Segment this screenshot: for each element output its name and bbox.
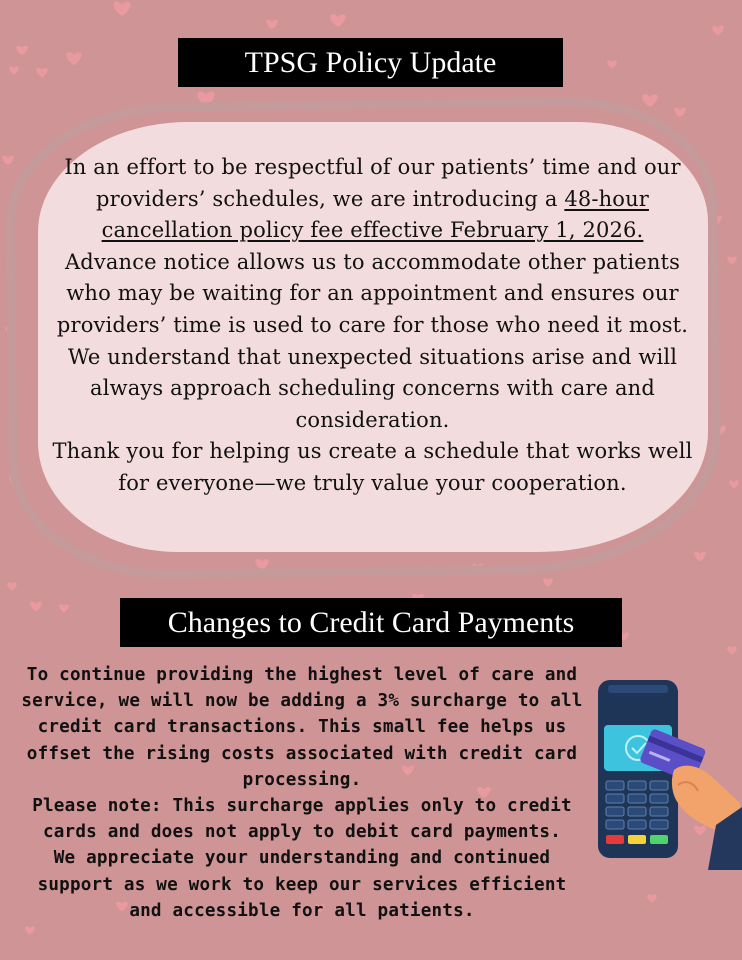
hand-graphic [672, 766, 742, 870]
heart-icon [694, 552, 705, 562]
heart-icon [59, 604, 69, 612]
credit-card-paragraph-2: Please note: This surcharge applies only to credit cards and does not apply to debit card payments. [32, 796, 572, 843]
credit-card-paragraph-1: To continue providing the highest level of care and service, we will now be adding a 3% surcharge to all credit card transactions. This small fee helps us offset the rising costs associated with credit card processing. [21, 665, 583, 790]
card-terminal-icon [590, 675, 742, 870]
heart-icon [330, 14, 345, 27]
policy-paragraph-1 [45, 152, 700, 247]
credit-card-title: Changes to Credit Card Payments [167, 606, 575, 639]
policy-paragraph-1-text: In an effort to be respectful of our patients’ time and our providers’ schedules, we are introducing a [64, 155, 681, 211]
heart-icon [36, 68, 47, 78]
heart-icon [7, 582, 17, 590]
heart-icon [9, 66, 19, 74]
credit-card-title-banner [120, 598, 622, 647]
heart-icon [642, 94, 657, 107]
heart-icon [607, 60, 617, 68]
policy-paragraph-3: We understand that unexpected situations arise and will always approach scheduling concerns with care and consideration. [67, 344, 678, 432]
policy-title: TPSG Policy Update [244, 46, 497, 79]
heart-icon [113, 1, 130, 16]
heart-icon [712, 26, 723, 36]
policy-body [45, 152, 700, 500]
credit-card-body [18, 662, 586, 924]
credit-card-paragraph-3: We appreciate your understanding and continued support as we work to keep our services efficient and accessible for all patients. [37, 848, 567, 921]
heart-icon [674, 108, 685, 118]
heart-icon [16, 46, 27, 56]
heart-icon [2, 156, 13, 166]
heart-icon [729, 480, 739, 488]
heart-icon [647, 894, 657, 902]
policy-paragraph-4: Thank you for helping us create a schedule that works well for everyone—we truly value your cooperation. [52, 439, 693, 495]
cancellation-fee-highlight: 48-hour cancellation policy fee effective February 1, 2026. [101, 186, 649, 243]
heart-icon [66, 52, 81, 65]
policy-paragraph-2: Advance notice allows us to accommodate other patients who may be waiting for an appointment and ensures our providers’ time is used to care for those who need it most. [56, 249, 689, 337]
heart-icon [727, 256, 737, 264]
heart-icon [543, 578, 553, 586]
heart-icon [30, 602, 41, 612]
heart-icon [25, 926, 35, 934]
heart-icon [727, 646, 737, 654]
heart-icon [266, 20, 277, 30]
policy-title-banner [178, 38, 563, 87]
